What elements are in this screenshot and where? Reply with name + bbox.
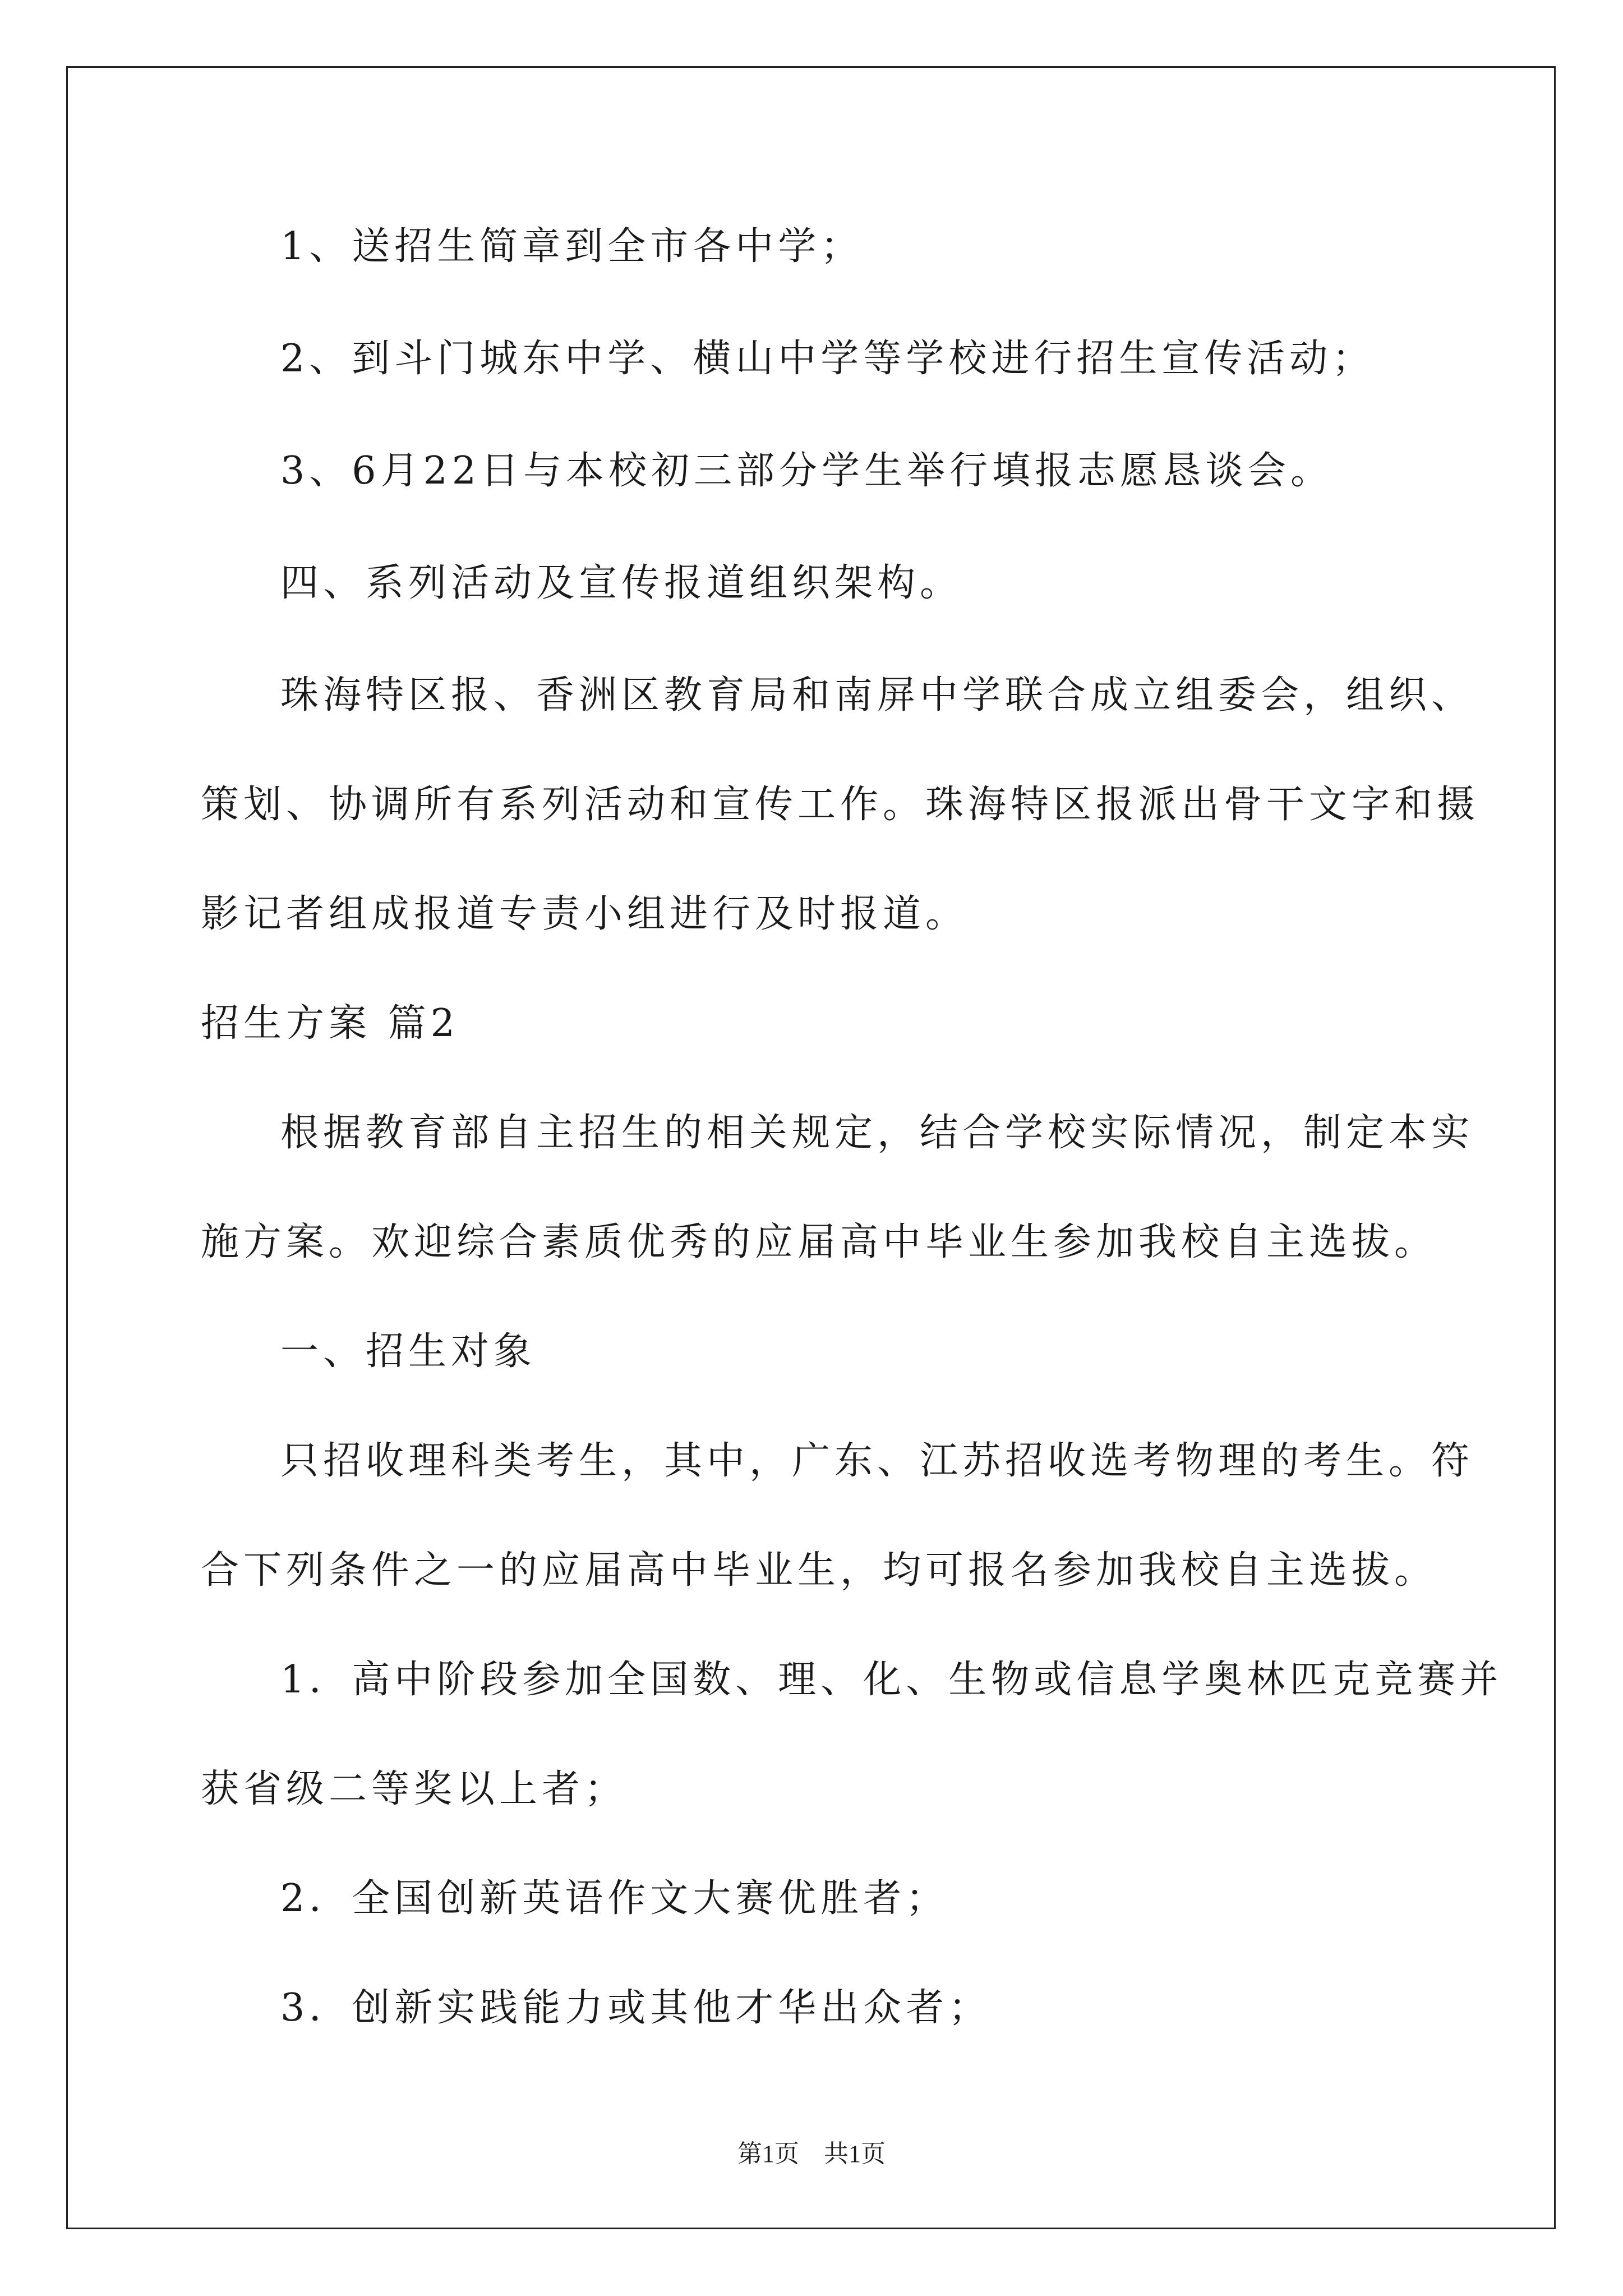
paragraph-line: 只招收理科类考生，其中，广东、江苏招收选考物理的考生。符 <box>280 1439 1474 1483</box>
list-item: 3．创新实践能力或其他才华出众者； <box>280 1986 992 2030</box>
paragraph-line: 影记者组成报道专责小组进行及时报道。 <box>201 892 969 936</box>
page-footer: 第1页 共1页 <box>737 2140 886 2168</box>
paragraph-line: 合下列条件之一的应届高中毕业生，均可报名参加我校自主选拔。 <box>201 1548 1437 1593</box>
list-item: 3、6月22日与本校初三部分学生举行填报志愿恳谈会。 <box>280 449 1334 493</box>
section-heading: 一、招生对象 <box>280 1329 537 1374</box>
section-heading: 四、系列活动及宣传报道组织架构。 <box>280 561 963 605</box>
list-item: 2、到斗门城东中学、横山中学等学校进行招生宣传活动； <box>280 337 1375 381</box>
list-item: 1、送招生简章到全市各中学； <box>280 224 864 269</box>
list-item: 获省级二等奖以上者； <box>201 1767 628 1811</box>
paragraph-line: 施方案。欢迎综合素质优秀的应届高中毕业生参加我校自主选拔。 <box>201 1220 1437 1264</box>
chapter-title: 招生方案 篇2 <box>201 1001 459 1046</box>
paragraph-line: 珠海特区报、香洲区教育局和南屏中学联合成立组委会，组织、 <box>280 673 1474 717</box>
list-item: 2．全国创新英语作文大赛优胜者； <box>280 1876 949 1921</box>
list-item: 1．高中阶段参加全国数、理、化、生物或信息学奥林匹克竞赛并 <box>280 1658 1503 1702</box>
paragraph-line: 根据教育部自主招生的相关规定，结合学校实际情况，制定本实 <box>280 1111 1474 1155</box>
paragraph-line: 策划、协调所有系列活动和宣传工作。珠海特区报派出骨干文字和摄 <box>201 783 1480 827</box>
